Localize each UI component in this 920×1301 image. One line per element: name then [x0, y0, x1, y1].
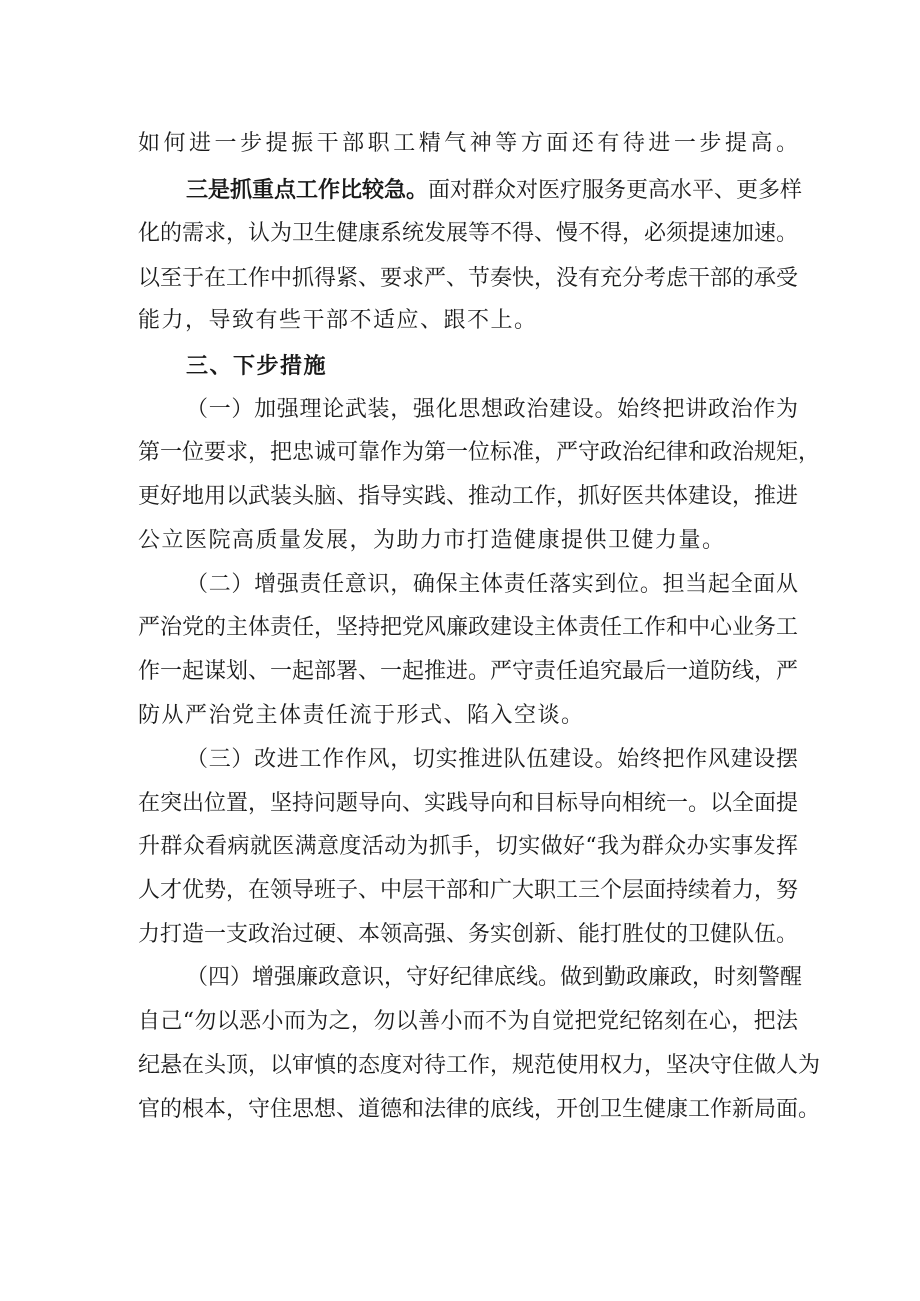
- paragraph-line: 能力，导致有些干部不适应、跟不上。: [138, 308, 538, 333]
- paragraph-line: 以至于在工作中抓得紧、要求严、节奏快，没有充分考虑干部的承受: [138, 266, 799, 291]
- section-heading: 三、下步措施: [186, 353, 328, 379]
- paragraph-line: 第一位要求，把忠诚可靠作为第一位标准，严守政治纪律和政治规矩，: [138, 440, 821, 465]
- paragraph-line: 防从严治党主体责任流于形式、陷入空谈。: [138, 703, 585, 728]
- paragraph-line: 作一起谋划、一起部署、一起推进。严守责任追究最后一道防线，严: [138, 659, 799, 684]
- paragraph-line: [186, 175, 803, 206]
- paragraph-line: 力打造一支政治过硬、本领高强、务实创新、能打胜仗的卫健队伍。: [138, 922, 799, 947]
- paragraph-line: 在突出位置，坚持问题导向、实践导向和目标导向相统一。以全面提: [138, 791, 799, 816]
- paragraph-line: 纪悬在头顶，以审慎的态度对待工作，规范使用权力，坚决守住做人为: [138, 1053, 821, 1078]
- paragraph-line: 更好地用以武装头脑、指导实践、推动工作，抓好医共体建设，推进: [138, 484, 799, 509]
- paragraph-line: （四）增强廉政意识，守好纪律底线。做到勤政廉政，时刻警醒: [186, 965, 803, 990]
- paragraph-text: 面对群众对医疗服务更高水平、更多样: [428, 178, 803, 203]
- paragraph-line: 人才优势，在领导班子、中层干部和广大职工三个层面持续着力，努: [138, 878, 799, 903]
- paragraph-line: （一）加强理论武装，强化思想政治建设。始终把讲政治作为: [186, 397, 798, 422]
- paragraph-line: 公立医院高质量发展，为助力市打造健康提供卫健力量。: [138, 528, 726, 553]
- paragraph-line: 化的需求，认为卫生健康系统发展等不得、慢不得，必须提速加速。: [138, 221, 799, 246]
- paragraph-line: （二）增强责任意识，确保主体责任落实到位。担当起全面从: [186, 572, 798, 597]
- paragraph-line: 严治党的主体责任，坚持把党风廉政建设主体责任工作和中心业务工: [138, 615, 799, 640]
- paragraph-line: 升群众看病就医满意度活动为抓手，切实做好“我为群众办实事发挥: [138, 834, 798, 859]
- paragraph-line: （三）改进工作作风，切实推进队伍建设。始终把作风建设摆: [186, 747, 798, 772]
- paragraph-line: 如何进一步提振干部职工精气神等方面还有待进一步提高。: [138, 131, 798, 156]
- paragraph-line: 自己“勿以恶小而为之，勿以善小而不为自觉把党纪铭刻在心，把法: [138, 1009, 798, 1034]
- paragraph-lead: 三是抓重点工作比较急。: [186, 177, 429, 203]
- paragraph-line: 官的根本，守住思想、道德和法律的底线，开创卫生健康工作新局面。: [138, 1097, 821, 1122]
